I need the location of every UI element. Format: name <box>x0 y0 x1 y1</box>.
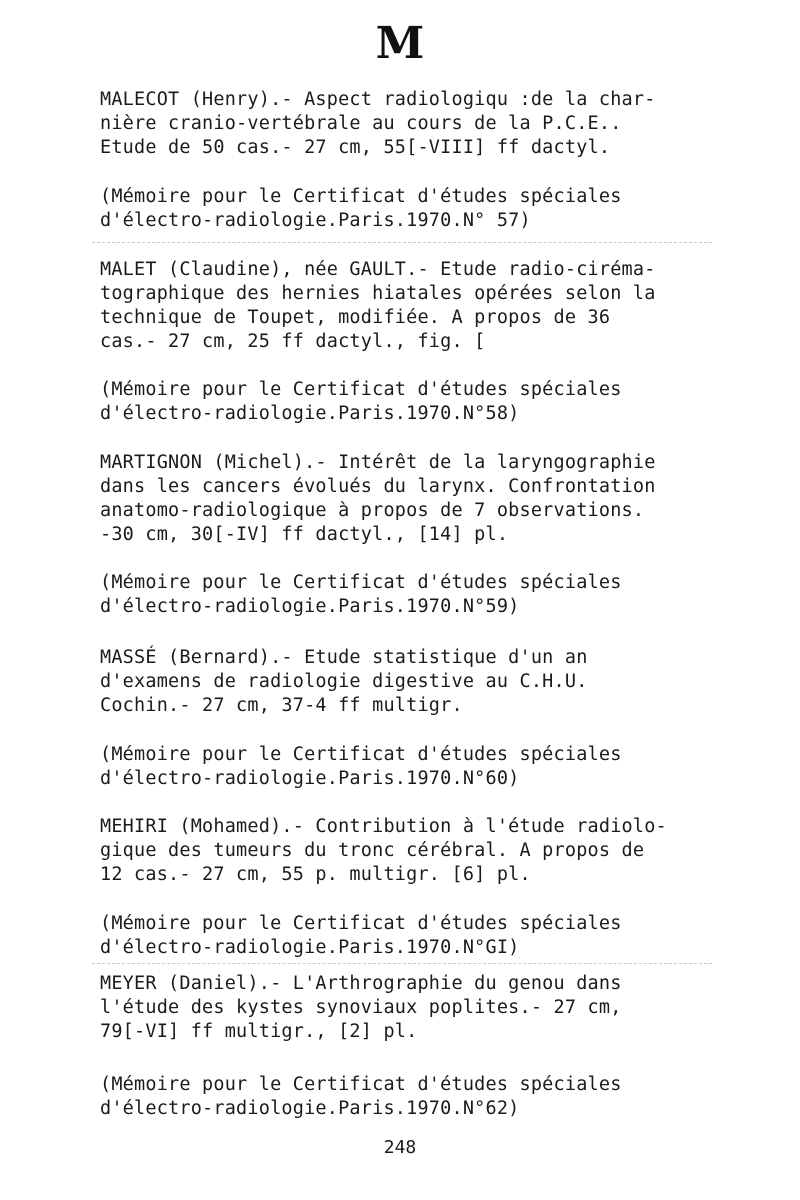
entry-text-line: Cochin.- 27 cm, 37-4 ff multigr. <box>100 695 463 716</box>
entry-text-line: MASSÉ (Bernard).- Etude statistique d'un an <box>100 647 588 668</box>
note-text-line: d'électro-radiologie.Paris.1970.N°59) <box>100 596 520 617</box>
note-text-line: (Mémoire pour le Certificat d'études spéciales <box>100 379 622 400</box>
note-text-line: (Mémoire pour le Certificat d'études spéciales <box>100 1074 622 1095</box>
note-text-line: d'électro-radiologie.Paris.1970.N°60) <box>100 768 520 789</box>
entry-text-line: l'étude des kystes synoviaux poplites.- 27 cm, <box>100 997 622 1018</box>
note-text-line: d'électro-radiologie.Paris.1970.N° 57) <box>100 210 531 231</box>
note-text-line: (Mémoire pour le Certificat d'études spéciales <box>100 572 622 593</box>
bibliography-entry <box>100 972 720 1044</box>
bibliography-entry <box>100 258 720 354</box>
entry-text-line: anatomo-radiologique à propos de 7 observations. <box>100 500 645 521</box>
entry-text-line: MEHIRI (Mohamed).- Contribution à l'étude radiolo- <box>100 816 667 837</box>
bibliography-entry <box>100 88 720 160</box>
entry-text-line: MALET (Claudine), née GAULT.- Etude radio-ciréma- <box>100 259 656 280</box>
note-text-line: d'électro-radiologie.Paris.1970.N°62) <box>100 1098 520 1119</box>
entry-text-line: tographique des hernies hiatales opérées selon la <box>100 283 656 304</box>
entry-text-line: cas.- 27 cm, 25 ff dactyl., fig. [ <box>100 331 486 352</box>
entry-note <box>100 1073 720 1121</box>
note-text-line: (Mémoire pour le Certificat d'études spéciales <box>100 744 622 765</box>
entry-text-line: d'examens de radiologie digestive au C.H.U. <box>100 671 588 692</box>
divider <box>92 963 712 964</box>
bibliography-entry <box>100 646 720 718</box>
entry-text-line: nière cranio-vertébrale au cours de la P.C.E.. <box>100 113 622 134</box>
entry-note <box>100 912 720 960</box>
entry-text-line: Etude de 50 cas.- 27 cm, 55[-VIII] ff dactyl. <box>100 137 611 158</box>
entry-text-line: 12 cas.- 27 cm, 55 p. multigr. [6] pl. <box>100 864 531 885</box>
note-text-line: (Mémoire pour le Certificat d'études spéciales <box>100 913 622 934</box>
entry-text-line: MEYER (Daniel).- L'Arthrographie du genou dans <box>100 973 622 994</box>
entry-text-line: 79[-VI] ff multigr., [2] pl. <box>100 1021 418 1042</box>
entry-text-line: dans les cancers évolués du larynx. Confrontation <box>100 476 656 497</box>
divider <box>92 242 712 243</box>
note-text-line: d'électro-radiologie.Paris.1970.N°GI) <box>100 937 520 958</box>
page-number: 248 <box>383 1137 417 1158</box>
entry-text-line: gique des tumeurs du tronc cérébral. A propos de <box>100 840 645 861</box>
entry-note <box>100 185 720 233</box>
entry-note <box>100 571 720 619</box>
bibliography-entry <box>100 451 720 547</box>
entry-text-line: MARTIGNON (Michel).- Intérêt de la laryngographie <box>100 452 656 473</box>
entry-note <box>100 743 720 791</box>
entry-text-line: -30 cm, 30[-IV] ff dactyl., [14] pl. <box>100 524 509 545</box>
bibliography-entry <box>100 815 720 887</box>
entry-note <box>100 378 720 426</box>
note-text-line: (Mémoire pour le Certificat d'études spéciales <box>100 186 622 207</box>
section-letter: M <box>375 18 425 69</box>
entry-text-line: technique de Toupet, modifiée. A propos de 36 <box>100 307 611 328</box>
entry-text-line: MALECOT (Henry).- Aspect radiologiqu :de la char- <box>100 89 656 110</box>
note-text-line: d'électro-radiologie.Paris.1970.N°58) <box>100 403 520 424</box>
